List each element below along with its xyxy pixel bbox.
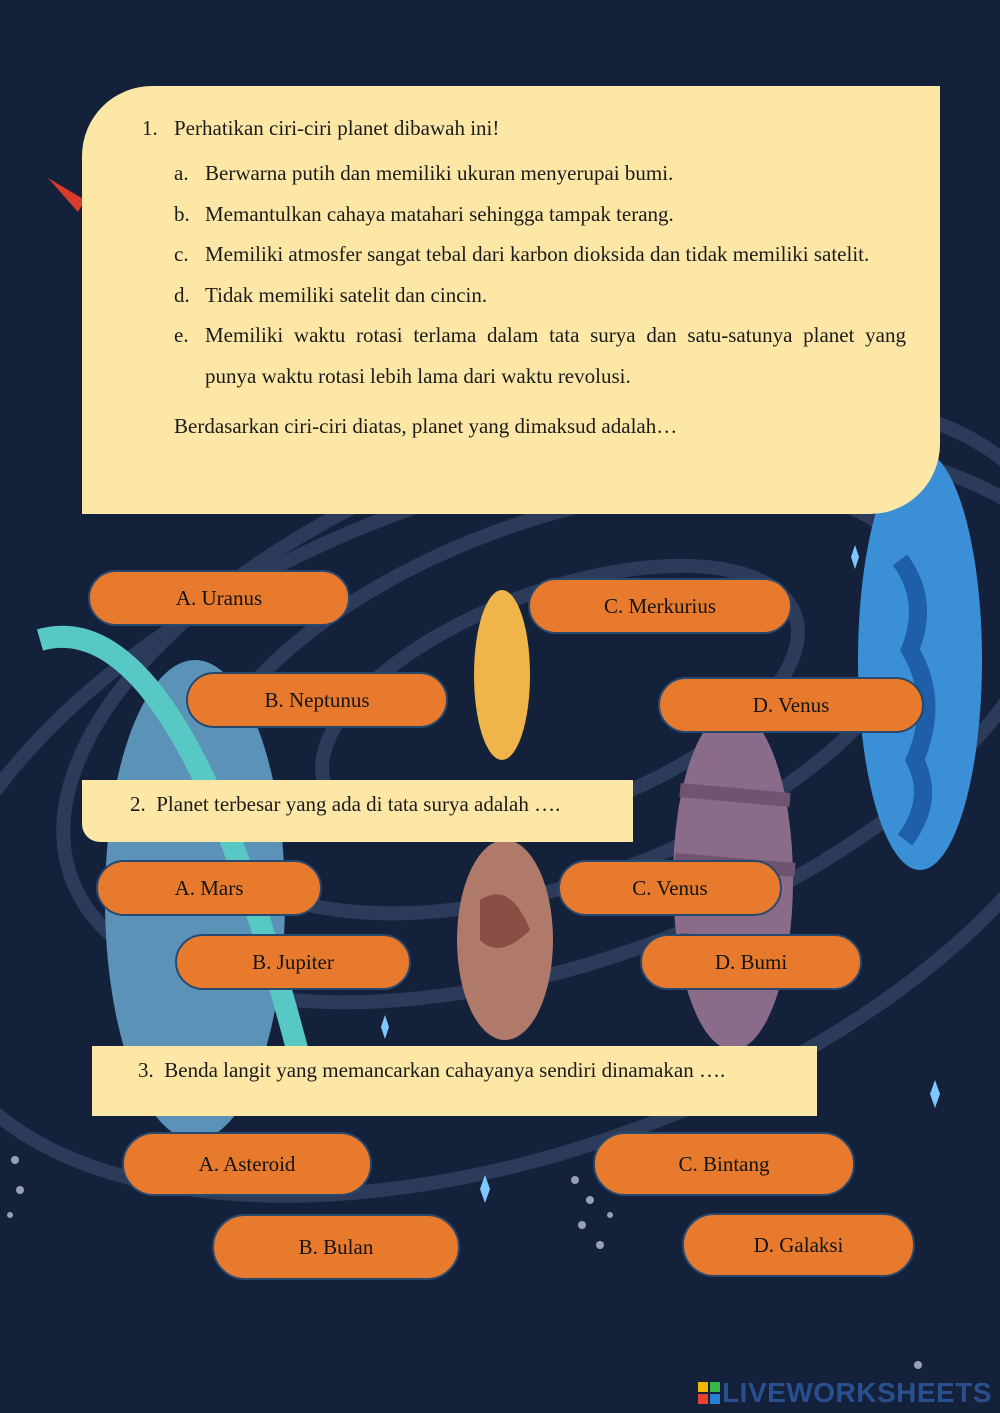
q1-option-d[interactable]: D. Venus	[658, 677, 924, 733]
liveworksheets-watermark	[698, 1377, 992, 1409]
question-1-card	[82, 86, 940, 514]
question-3-text: Benda langit yang memancarkan cahayanya sendiri dinamakan ….	[164, 1058, 726, 1082]
question-1-item-e: e. Memiliki waktu rotasi terlama dalam tata surya dan satu-satunya planet yang punya waktu rotasi lebih lama dari waktu revolusi.	[174, 323, 906, 388]
question-1-item-d: d. Tidak memiliki satelit dan cincin.	[174, 282, 488, 307]
question-1-item-a: a. Berwarna putih dan memiliki ukuran menyerupai bumi.	[174, 161, 674, 185]
question-1-prompt: Berdasarkan ciri-ciri diatas, planet yang dimaksud adalah…	[174, 414, 678, 438]
question-3-number: 3.	[138, 1058, 154, 1082]
question-1-items	[142, 153, 906, 396]
q2-option-d[interactable]: D. Bumi	[640, 934, 862, 990]
q3-option-c[interactable]: C. Bintang	[593, 1132, 855, 1196]
question-2-card	[82, 780, 633, 842]
q3-option-a[interactable]: A. Asteroid	[122, 1132, 372, 1196]
question-1-item-c: c. Memiliki atmosfer sangat tebal dari karbon dioksida dan tidak memiliki satelit.	[174, 242, 870, 266]
q2-option-b[interactable]: B. Jupiter	[175, 934, 411, 990]
liveworksheets-logo-icon	[698, 1382, 720, 1404]
q2-option-c[interactable]: C. Venus	[558, 860, 782, 916]
question-1-text: Perhatikan ciri-ciri planet dibawah ini!	[174, 116, 500, 140]
watermark-text: LIVEWORKSHEETS	[722, 1377, 992, 1408]
question-1-stem	[142, 116, 906, 141]
q1-option-c[interactable]: C. Merkurius	[528, 578, 792, 634]
question-2-text: Planet terbesar yang ada di tata surya adalah ….	[156, 792, 561, 816]
q3-option-b[interactable]: B. Bulan	[212, 1214, 460, 1280]
question-3-card	[92, 1046, 817, 1116]
q3-option-d[interactable]: D. Galaksi	[682, 1213, 915, 1277]
question-1-number: 1.	[142, 116, 158, 140]
q1-option-b[interactable]: B. Neptunus	[186, 672, 448, 728]
question-1-item-b: b. Memantulkan cahaya matahari sehingga tampak terang.	[174, 201, 674, 226]
question-2-number: 2.	[130, 792, 146, 816]
q2-option-a[interactable]: A. Mars	[96, 860, 322, 916]
q1-option-a[interactable]: A. Uranus	[88, 570, 350, 626]
